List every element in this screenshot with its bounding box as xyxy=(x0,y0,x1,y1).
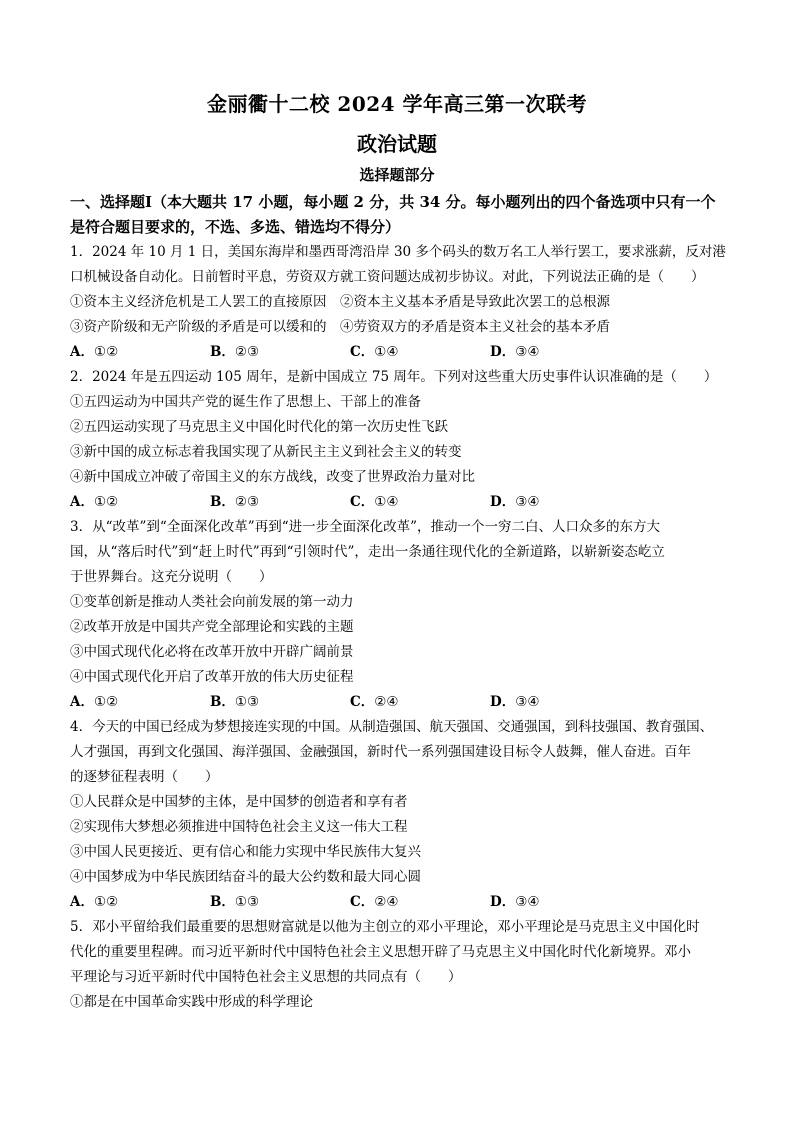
answer-options xyxy=(70,490,730,515)
answer-options xyxy=(70,890,730,915)
answer-option xyxy=(350,340,490,365)
answer-option xyxy=(210,490,350,515)
answer-option xyxy=(350,890,490,915)
option-text: ②③ xyxy=(234,494,260,510)
option-text: ①② xyxy=(93,344,119,360)
answer-option xyxy=(70,890,210,915)
section-heading: 一、选择题Ⅰ（本大题共 17 小题，每小题 2 分，共 34 分。每小题列出的四个备选项中只有一个是符合题目要求的，不选、多选、错选均不得分） xyxy=(70,193,716,236)
question-statement: ②改革开放是中国共产党全部理论和实践的主题 xyxy=(70,619,354,635)
option-text: ③④ xyxy=(515,694,540,710)
option-text: ①④ xyxy=(374,494,399,510)
option-letter: B． xyxy=(210,894,235,910)
question-stem-line: 人才强国，再到文化强国、海洋强国、金融强国，新时代一系列强国建设目标令人鼓舞，催人奋进。百年 xyxy=(70,744,691,760)
option-letter: D． xyxy=(490,694,516,710)
option-text: ①③ xyxy=(234,694,260,710)
option-letter: B． xyxy=(210,344,235,360)
answer-option xyxy=(210,340,350,365)
option-text: ③④ xyxy=(515,494,540,510)
answer-option xyxy=(210,890,350,915)
question-statement: ③中国式现代化必将在改革开放中开辟广阔前景 xyxy=(70,644,354,660)
question-4 xyxy=(70,715,730,915)
question-statement: ②五四运动实现了马克思主义中国化时代化的第一次历史性飞跃 xyxy=(70,419,448,435)
option-letter: B． xyxy=(210,694,235,710)
question-stem-line: 2．2024 年是五四运动 105 周年，是新中国成立 75 周年。下列对这些重大历史事件认识准确的是（ ） xyxy=(70,369,718,385)
question-statement: ①人民群众是中国梦的主体，是中国梦的创造者和享有者 xyxy=(70,794,408,810)
question-stem-line: 的逐梦征程表明（ ） xyxy=(70,769,219,785)
option-text: ①③ xyxy=(234,894,260,910)
question-stem-line: 国，从“落后时代”到“赶上时代”再到“引领时代”，走出一条通往现代化的全新道路，以崭新姿态屹立 xyxy=(70,544,665,560)
question-stem-line: 平理论与习近平新时代中国特色社会主义思想的共同点有（ ） xyxy=(70,969,462,985)
question-statement: ①五四运动为中国共产党的诞生作了思想上、干部上的准备 xyxy=(70,394,421,410)
option-letter: D． xyxy=(490,894,516,910)
answer-option xyxy=(210,690,350,715)
option-text: ①④ xyxy=(374,344,399,360)
question-1 xyxy=(70,240,730,365)
option-letter: D． xyxy=(490,344,516,360)
question-statement: ③资产阶级和无产阶级的矛盾是可以缓和的 ④劳资双方的矛盾是资本主义社会的基本矛盾 xyxy=(70,319,610,335)
option-text: ①② xyxy=(93,894,119,910)
question-stem-line: 口机械设备自动化。日前暂时平息，劳资双方就工资问题达成初步协议。对此，下列说法正确的是（ ） xyxy=(70,269,705,285)
question-statement: ①都是在中国革命实践中形成的科学理论 xyxy=(70,994,313,1010)
option-letter: C． xyxy=(350,344,375,360)
option-text: ②③ xyxy=(234,344,260,360)
answer-option xyxy=(70,690,210,715)
subject-title: 政治试题 xyxy=(357,132,437,156)
question-statement: ②实现伟大梦想必须推进中国特色社会主义这一伟大工程 xyxy=(70,819,408,835)
question-statement: ③新中国的成立标志着我国实现了从新民主主义到社会主义的转变 xyxy=(70,444,462,460)
answer-option xyxy=(350,490,490,515)
question-statement: ④新中国成立冲破了帝国主义的东方战线，改变了世界政治力量对比 xyxy=(70,469,475,485)
question-statement: ①资本主义经济危机是工人罢工的直接原因 ②资本主义基本矛盾是导致此次罢工的总根源 xyxy=(70,294,610,310)
option-letter: A． xyxy=(70,344,94,360)
question-statement: ④中国梦成为中华民族团结奋斗的最大公约数和最大同心圆 xyxy=(70,869,421,885)
answer-options xyxy=(70,340,730,365)
option-letter: C． xyxy=(350,494,375,510)
option-text: ①② xyxy=(93,694,119,710)
option-text: ③④ xyxy=(515,344,540,360)
question-statement: ①变革创新是推动人类社会向前发展的第一动力 xyxy=(70,594,354,610)
option-letter: A． xyxy=(70,494,94,510)
answer-option xyxy=(70,340,210,365)
question-stem-line: 代化的重要里程碑。而习近平新时代中国特色社会主义思想开辟了马克思主义中国化时代化新境界。邓小 xyxy=(70,944,691,960)
answer-option xyxy=(350,690,490,715)
question-statement: ③中国人民更接近、更有信心和能力实现中华民族伟大复兴 xyxy=(70,844,421,860)
answer-option xyxy=(490,890,630,915)
question-2 xyxy=(70,365,730,515)
question-stem-line: 1．2024 年 10 月 1 日，美国东海岸和墨西哥湾沿岸 30 多个码头的数万名工人举行罢工，要求涨薪，反对港 xyxy=(70,244,726,260)
question-stem-line: 3．从“改革”到“全面深化改革”再到“进一步全面深化改革”，推动一个一穷二白、人口众多的东方大 xyxy=(70,519,660,535)
option-text: ①② xyxy=(93,494,119,510)
question-list xyxy=(70,240,730,1015)
option-text: ②④ xyxy=(374,894,399,910)
option-letter: D． xyxy=(490,494,516,510)
question-5 xyxy=(70,915,730,1015)
option-text: ②④ xyxy=(374,694,399,710)
answer-options xyxy=(70,690,730,715)
option-letter: C． xyxy=(350,894,375,910)
question-stem-line: 于世界舞台。这充分说明（ ） xyxy=(70,569,273,585)
exam-title: 金丽衢十二校 2024 学年高三第一次联考 xyxy=(206,92,588,116)
option-text: ③④ xyxy=(515,894,540,910)
answer-option xyxy=(490,490,630,515)
option-letter: A． xyxy=(70,894,94,910)
option-letter: C． xyxy=(350,694,375,710)
question-statement: ④中国式现代化开启了改革开放的伟大历史征程 xyxy=(70,669,354,685)
part-title: 选择题部分 xyxy=(359,166,435,184)
answer-option xyxy=(70,490,210,515)
question-stem-line: 5．邓小平留给我们最重要的思想财富就是以他为主创立的邓小平理论，邓小平理论是马克思主义中国化时 xyxy=(70,919,700,935)
option-letter: B． xyxy=(210,494,235,510)
answer-option xyxy=(490,690,630,715)
question-3 xyxy=(70,515,730,715)
option-letter: A． xyxy=(70,694,94,710)
question-stem-line: 4．今天的中国已经成为梦想接连实现的中国。从制造强国、航天强国、交通强国，到科技强国、教育强国、 xyxy=(70,719,714,735)
answer-option xyxy=(490,340,630,365)
